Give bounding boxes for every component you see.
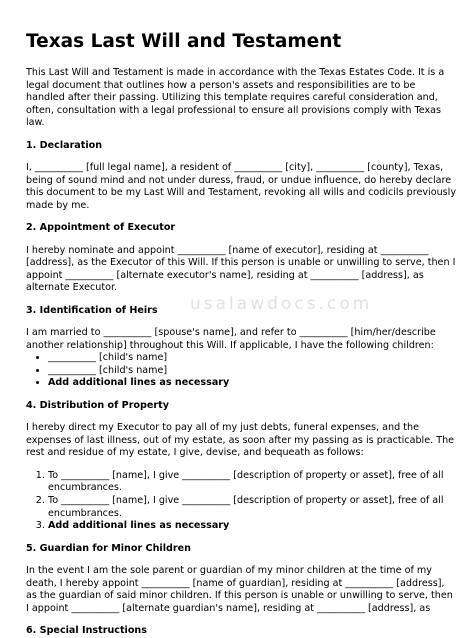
section-heading-heirs: 3. Identification of Heirs xyxy=(26,304,158,316)
section-heading-distribution: 4. Distribution of Property xyxy=(26,399,169,411)
watermark-text: usalawdocs.com xyxy=(190,294,373,314)
list-item: 1. To __________ [name], I give __________ [description of property or asset], free of all encumbrances. xyxy=(48,470,456,495)
section-heading-executor: 2. Appointment of Executor xyxy=(26,222,176,234)
add-lines-note: Add additional lines as necessary xyxy=(48,377,230,389)
bequest-list xyxy=(26,470,456,533)
section-heading-guardian: 5. Guardian for Minor Children xyxy=(26,542,191,554)
list-item: • __________ [child's name] xyxy=(48,365,456,378)
intro-paragraph: This Last Will and Testament is made in accordance with the Texas Estates Code. It is a legal document that outlines how a person's assets and responsibilities are to be handled after their passing. Utilizing this template requires careful consideration and, often, consultation with a legal professional to ensure all provisions comply with Texas law. xyxy=(26,67,445,129)
heirs-paragraph: I am married to __________ [spouse's name], and refer to __________ [him/her/describe another relationship] throughout this Will. If applicable, I have the following children: xyxy=(26,327,436,351)
list-item: 2. To __________ [name], I give __________ [description of property or asset], free of all encumbrances. xyxy=(48,495,456,520)
document-page xyxy=(26,30,456,638)
document-title: Texas Last Will and Testament xyxy=(26,31,342,52)
list-item xyxy=(48,377,456,390)
section-heading-special-instructions: 6. Special Instructions xyxy=(26,625,147,637)
list-item xyxy=(48,520,456,533)
children-list xyxy=(26,352,456,390)
list-item: • __________ [child's name] xyxy=(48,352,456,365)
declaration-paragraph: I, __________ [full legal name], a resident of __________ [city], __________ [county], Texas, being of sound mind and not under duress, fraud, or undue influence, do hereby declare this document to be my Last Will and Testament, revoking all wills and codicils previously made by me. xyxy=(26,162,457,211)
distribution-paragraph: I hereby direct my Executor to pay all of my just debts, funeral expenses, and the expenses of last illness, out of my estate, as soon after my passing as is practicable. The rest and residue of my estate, I give, devise, and bequeath as follows: xyxy=(26,422,455,459)
section-heading-declaration: 1. Declaration xyxy=(26,139,103,151)
guardian-paragraph: In the event I am the sole parent or guardian of my minor children at the time of my death, I hereby appoint __________ [name of guardian], residing at __________ [address], as the guardian of said minor children. If this person is unable or unwilling to serve, then I appoint __________ [alternate guardian's name], residing at __________ [address], as xyxy=(26,564,453,614)
add-lines-note: Add additional lines as necessary xyxy=(48,520,230,532)
executor-paragraph: I hereby nominate and appoint __________ [name of executor], residing at __________ [address], as the Executor of this Will. If this person is unable or unwilling to serve, then I appoint __________ [alternate executor's name], residing at __________ [address], as alternate Executor. xyxy=(26,244,456,294)
